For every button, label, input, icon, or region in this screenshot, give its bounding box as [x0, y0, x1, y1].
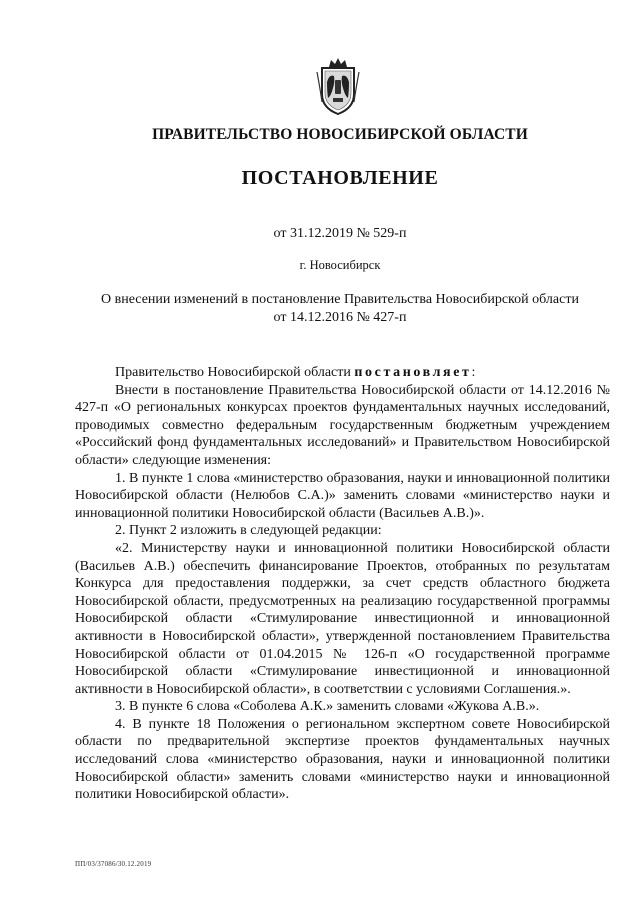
paragraph-item-3: 3. В пункте 6 слова «Соболева А.К.» заменить словами «Жукова А.В.». — [115, 699, 540, 715]
document-body — [75, 364, 610, 804]
paragraph-item-2: 2. Пункт 2 изложить в следующей редакции: — [115, 523, 382, 539]
date-number: от 31.12.2019 № 529-п — [273, 226, 407, 241]
intro-text: Правительство Новосибирской области — [115, 365, 355, 380]
subject-line-1: О внесении изменений в постановление Правительства Новосибирской области — [101, 292, 579, 307]
paragraph-amend: Внести в постановление Правительства Новосибирской области от 14.12.2016 № 427-п «О региональных конкурсах проектов фундаментальных научных исследований, проводимых совместно федеральным государственным бюджетным учреждением «Российский фонд фундаментальных исследований» и Правительством Новосибирской области» следующие изменения: — [75, 382, 610, 468]
intro-colon: : — [471, 365, 476, 380]
paragraph-item-2-text: «2. Министерству науки и инновационной политики Новосибирской области (Васильев А.В.) обеспечить финансирование Проектов, отобранных по результатам Конкурса для предоставления поддержки, за счет средств областного бюджета Новосибирской области, предусмотренных на реализацию государственной программы Новосибирской области «Стимулирование инвестиционной и инновационной активности в Новосибирской области», утвержденной постановлением Правительства Новосибирской области от 01.04.2015 № 126-п «О государственной программе Новосибирской области «Стимулирование инвестиционной и инновационной активности в Новосибирской области», в соответствии с условиями Соглашения.». — [75, 540, 610, 697]
footer-code: ПП/03/37086/30.12.2019 — [75, 860, 152, 868]
document-type: ПОСТАНОВЛЕНИЕ — [241, 167, 439, 189]
decree-word: постановляет — [354, 365, 472, 380]
paragraph-item-1: 1. В пункте 1 слова «министерство образования, науки и инновационной политики Новосибирской области (Нелюбов С.А.)» заменить словами «министерство науки и инновационной политики Новосибирской области (Васильев А.В.)». — [75, 470, 610, 521]
document-subject — [70, 291, 610, 327]
coat-of-arms-emblem — [313, 58, 363, 116]
government-name: ПРАВИТЕЛЬСТВО НОВОСИБИРСКОЙ ОБЛАСТИ — [152, 126, 528, 143]
paragraph-item-4: 4. В пункте 18 Положения о региональном экспертном совете Новосибирской области по предварительной экспертизе проектов фундаментальных научных исследований слова «министерство образования, науки и инновационной политики Новосибирской области» заменить словами «министерство науки и инновационной политики Новосибирской области». — [75, 716, 610, 803]
city: г. Новосибирск — [299, 258, 381, 272]
intro-paragraph — [75, 364, 610, 382]
subject-line-2: от 14.12.2016 № 427-п — [273, 310, 407, 325]
